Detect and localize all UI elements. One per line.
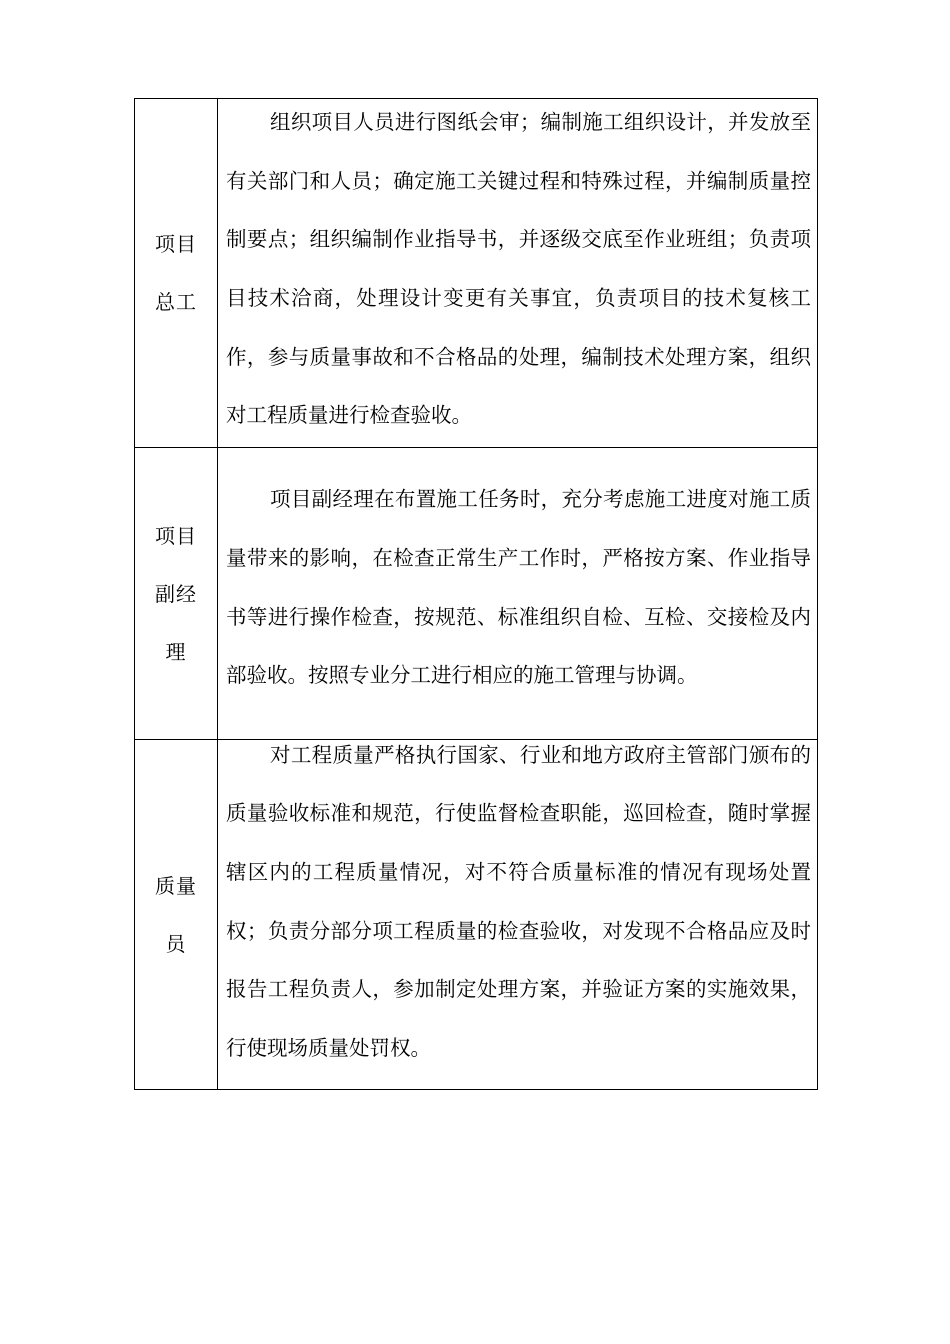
table-row <box>135 448 818 740</box>
role-label: 质量员 <box>155 873 197 956</box>
description-cell <box>218 99 818 448</box>
table-row <box>135 740 818 1090</box>
role-label: 项目总工 <box>155 232 197 314</box>
role-cell <box>135 740 218 1090</box>
description-cell <box>218 740 818 1090</box>
description-cell <box>218 448 818 740</box>
role-description: 组织项目人员进行图纸会审；编制施工组织设计，并发放至有关部门和人员；确定施工关键过程和特殊过程，并编制质量控制要点；组织编制作业指导书，并逐级交底至作业班组；负责项目技术洽商，处理设计变更有关事宜，负责项目的技术复核工作，参与质量事故和不合格品的处理，编制技术处理方案，组织对工程质量进行检查验收。 <box>226 110 811 428</box>
role-description: 项目副经理在布置施工任务时，充分考虑施工进度对施工质量带来的影响，在检查正常生产工作时，严格按方案、作业指导书等进行操作检查，按规范、标准组织自检、互检、交接检及内部验收。按照专业分工进行相应的施工管理与协调。 <box>226 487 811 688</box>
table-row <box>135 99 818 448</box>
role-label: 项目副经理 <box>155 523 197 664</box>
role-cell <box>135 448 218 740</box>
role-description: 对工程质量严格执行国家、行业和地方政府主管部门颁布的质量验收标准和规范，行使监督检查职能，巡回检查，随时掌握辖区内的工程质量情况，对不符合质量标准的情况有现场处置权；负责分部分项工程质量的检查验收，对发现不合格品应及时报告工程负责人，参加制定处理方案，并验证方案的实施效果，行使现场质量处罚权。 <box>226 742 811 1060</box>
role-cell <box>135 99 218 448</box>
responsibility-table <box>134 98 818 1090</box>
